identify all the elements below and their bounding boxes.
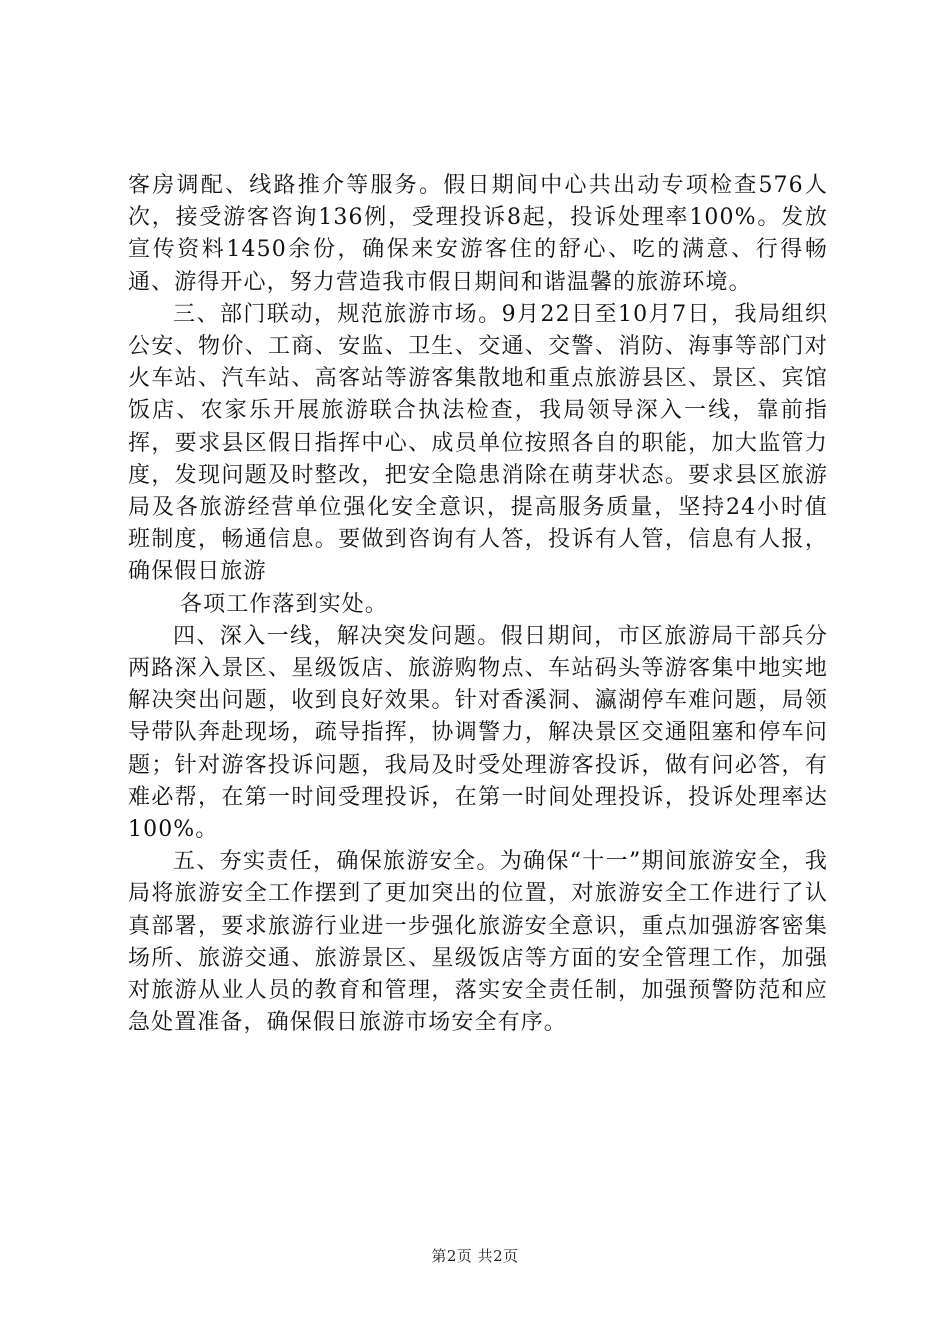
paragraph-section-three-tail: 各项工作落到实处。 xyxy=(180,591,388,617)
paragraph-section-five: 五、夯实责任，确保旅游安全。为确保“十一”期间旅游安全，我局将旅游安全工作摆到了更加突出的位置，对旅游安全工作进行了认真部署，要求旅游行业进一步强化旅游安全意识，重点加强游客密集场所、旅游交通、旅游景区、星级饭店等方面的安全管理工作，加强对旅游从业人员的教育和管理，落实安全责任制，加强预警防范和应急处置准备，确保假日旅游市场安全有序。 xyxy=(128,849,828,1036)
page-number-footer: 第2页 共2页 xyxy=(431,1247,519,1265)
paragraph-services-summary: 客房调配、线路推介等服务。假日期间中心共出动专项检查576人次，接受游客咨询136例，受理投诉8起，投诉处理率100%。发放宣传资料1450余份，确保来安游客住的舒心、吃的满意、行得畅通、游得开心，努力营造我市假日期间和谐温馨的旅游环境。 xyxy=(128,173,828,295)
paragraph-section-four: 四、深入一线，解决突发问题。假日期间，市区旅游局干部兵分两路深入景区、星级饭店、旅游购物点、车站码头等游客集中地实地解决突出问题，收到良好效果。针对香溪洞、瀛湖停车难问题，局领导带队奔赴现场，疏导指挥，协调警力，解决景区交通阻塞和停车问题；针对游客投诉问题，我局及时受处理游客投诉，做有问必答，有难必帮，在第一时间受理投诉，在第一时间处理投诉，投诉处理率达100%。 xyxy=(128,623,828,843)
document-body xyxy=(128,170,828,1039)
paragraph-section-three: 三、部门联动，规范旅游市场。9月22日至10月7日，我局组织公安、物价、工商、安监、卫生、交通、交警、消防、海事等部门对火车站、汽车站、高客站等游客集散地和重点旅游县区、景区、宾馆饭店、农家乐开展旅游联合执法检查，我局领导深入一线，靠前指挥，要求县区假日指挥中心、成员单位按照各自的职能，加大监管力度，发现问题及时整改，把安全隐患消除在萌芽状态。要求县区旅游局及各旅游经营单位强化安全意识，提高服务质量，坚持24小时值班制度，畅通信息。要做到咨询有人答，投诉有人管，信息有人报，确保假日旅游 xyxy=(128,301,828,585)
